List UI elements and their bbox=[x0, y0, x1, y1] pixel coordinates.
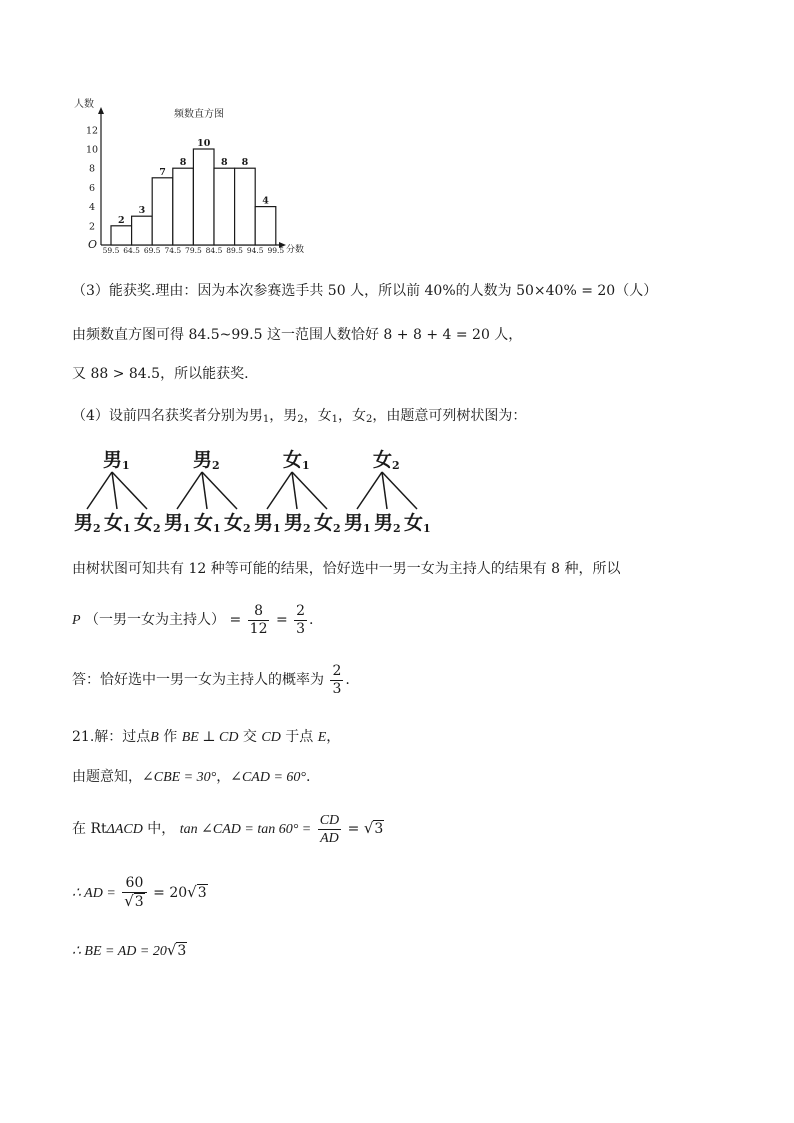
radicand: 3 bbox=[134, 894, 144, 910]
tree-root-char: 男 bbox=[103, 449, 123, 471]
ad-result: = 20 bbox=[153, 885, 188, 901]
bar-value-label: 2 bbox=[117, 214, 125, 226]
fraction-cd-ad bbox=[318, 812, 341, 847]
tree-leaf bbox=[344, 508, 371, 535]
q21-zuo: 作 bbox=[158, 729, 182, 745]
y-tick-label: 12 bbox=[85, 125, 99, 137]
answer-line bbox=[72, 660, 350, 700]
triangle-acd: ΔACD bbox=[106, 822, 143, 837]
tan-expression: tan ∠CAD = tan 60° = bbox=[179, 822, 312, 837]
tree-branch-line bbox=[292, 472, 327, 509]
tree-branch-line bbox=[87, 472, 112, 509]
intro-sub-2: 2 bbox=[297, 414, 304, 425]
sqrt-3 bbox=[167, 940, 187, 961]
angle-cbe: ∠CBE = 30° bbox=[142, 770, 217, 785]
part3-line2: 由频数直方图可得 84.5~99.5 这一范围人数恰好 8 + 8 + 4 = 20 人， bbox=[72, 327, 523, 343]
x-tick-label: 59.5 bbox=[102, 246, 120, 255]
histogram-bar bbox=[235, 168, 256, 245]
tree-branch-line bbox=[112, 472, 147, 509]
fraction-60-sqrt3 bbox=[122, 875, 146, 911]
q21-line4 bbox=[72, 870, 208, 916]
tree-leaf-char: 女 bbox=[404, 512, 424, 534]
p-event: （一男一女为主持人） bbox=[85, 612, 226, 628]
fraction-denominator: 3 bbox=[332, 680, 342, 697]
tree-leaf bbox=[374, 508, 401, 535]
tree-root bbox=[373, 445, 400, 472]
tree-leaf-sub: 2 bbox=[333, 522, 341, 535]
tree-leaf-sub: 2 bbox=[303, 522, 311, 535]
fraction-2-3 bbox=[294, 603, 307, 638]
angle-cad: ∠CAD = 60° bbox=[230, 770, 306, 785]
x-tick-label: 79.5 bbox=[185, 246, 202, 255]
fraction-numerator: CD bbox=[319, 812, 340, 828]
point-e: E bbox=[317, 730, 327, 745]
bar-value-label: 4 bbox=[262, 195, 269, 207]
intro-sub-4: 2 bbox=[366, 414, 373, 425]
tree-root bbox=[283, 445, 310, 472]
y-tick-label: 8 bbox=[88, 163, 96, 175]
tree-leaf bbox=[74, 508, 101, 535]
q21-line5 bbox=[72, 940, 187, 962]
p-equals-1: = bbox=[229, 612, 242, 628]
tree-leaf bbox=[284, 508, 311, 535]
y-tick-label: 4 bbox=[88, 202, 96, 214]
x-tick-label: 99.5 bbox=[267, 246, 285, 255]
fraction-8-12 bbox=[248, 603, 270, 638]
part4-intro bbox=[72, 406, 526, 430]
y-tick-label: 2 bbox=[88, 221, 96, 233]
sqrt-3 bbox=[124, 893, 144, 911]
radical-sign-icon: √ bbox=[187, 883, 197, 901]
point-b: B bbox=[150, 730, 159, 745]
tree-root-char: 男 bbox=[193, 449, 213, 471]
y-tick-label: 10 bbox=[85, 144, 99, 156]
tree-leaf-char: 女 bbox=[314, 512, 334, 534]
bar-value-label: 8 bbox=[179, 157, 187, 169]
answer-text: 答：恰好选中一男一女为主持人的概率为 bbox=[72, 672, 324, 688]
be-expression: ∴ BE = AD = 20 bbox=[72, 944, 167, 959]
tree-leaf bbox=[194, 508, 221, 535]
tree-diagram bbox=[72, 445, 432, 540]
tree-leaf-char: 男 bbox=[344, 512, 364, 534]
tree-root-sub: 1 bbox=[122, 459, 130, 472]
x-tick-label: 69.5 bbox=[143, 246, 161, 255]
answer-fraction bbox=[330, 663, 343, 698]
sqrt-3 bbox=[187, 870, 207, 915]
tree-leaf-sub: 1 bbox=[273, 522, 281, 535]
histogram-bar bbox=[214, 168, 235, 245]
tree-leaf bbox=[104, 508, 131, 535]
part3-line3: 又 88 > 84.5，所以能获奖. bbox=[72, 366, 249, 382]
intro-sub-3: 1 bbox=[331, 414, 339, 425]
segment-cd: CD bbox=[261, 730, 281, 745]
part3-line1: （3）能获奖.理由：因为本次参赛选手共 50 人，所以前 40%的人数为 50×40% = 20（人） bbox=[72, 283, 658, 299]
tree-leaf-sub: 1 bbox=[363, 522, 371, 535]
fraction-denominator: AD bbox=[320, 830, 339, 846]
bar-value-label: 8 bbox=[220, 157, 228, 169]
x-tick-label: 64.5 bbox=[123, 246, 140, 255]
tree-leaf-char: 男 bbox=[374, 512, 394, 534]
tree-leaf-char: 男 bbox=[74, 512, 94, 534]
tree-leaf-sub: 1 bbox=[423, 522, 431, 535]
tree-root-sub: 2 bbox=[392, 459, 400, 472]
known-sep: ， bbox=[216, 769, 231, 785]
origin-label: O bbox=[88, 238, 98, 251]
p-period: . bbox=[309, 612, 314, 628]
x-tick-label: 74.5 bbox=[164, 246, 182, 255]
known-text: 由题意知， bbox=[72, 769, 142, 785]
be-perp-cd: BE ⊥ CD bbox=[181, 730, 239, 745]
tree-leaf-char: 女 bbox=[134, 512, 154, 534]
tree-leaf-sub: 2 bbox=[153, 522, 161, 535]
fraction-denominator: 12 bbox=[249, 620, 268, 637]
tree-leaf bbox=[314, 508, 341, 535]
histogram-bar bbox=[111, 226, 132, 245]
answer-period: . bbox=[345, 672, 350, 688]
ad-prefix: ∴ AD = bbox=[72, 886, 116, 901]
frequency-histogram bbox=[74, 95, 304, 260]
fraction-denominator bbox=[122, 893, 146, 911]
radical-sign-icon: √ bbox=[166, 941, 177, 959]
intro-text-a: （4）设前四名获奖者分别为男 bbox=[72, 408, 263, 424]
radical-sign-icon: √ bbox=[363, 819, 374, 837]
probability-formula bbox=[72, 600, 314, 641]
intro-comma-3: ，女 bbox=[338, 408, 367, 424]
fraction-numerator: 60 bbox=[122, 875, 146, 893]
tree-branch-line bbox=[202, 472, 237, 509]
histogram-bar bbox=[255, 207, 276, 245]
tree-root-sub: 2 bbox=[212, 459, 220, 472]
q21-yudian: 于点 bbox=[280, 729, 318, 745]
tree-leaf-sub: 2 bbox=[243, 522, 251, 535]
tree-branch-line bbox=[382, 472, 417, 509]
radicand: 3 bbox=[197, 885, 207, 901]
x-tick-label: 94.5 bbox=[246, 246, 264, 255]
intro-comma-1: ，男 bbox=[269, 408, 298, 424]
intro-text-b: ，由题意可列树状图为： bbox=[372, 408, 527, 424]
tree-leaf-char: 男 bbox=[164, 512, 184, 534]
bar-value-label: 3 bbox=[138, 205, 146, 217]
fraction-numerator: 2 bbox=[332, 662, 342, 679]
tree-leaf bbox=[134, 508, 161, 535]
y-axis-label: 人数 bbox=[74, 99, 94, 110]
q21-line2 bbox=[72, 767, 310, 788]
tree-root-char: 女 bbox=[283, 449, 303, 471]
tree-leaf-char: 女 bbox=[194, 512, 214, 534]
tree-leaf bbox=[224, 508, 251, 535]
tree-root bbox=[103, 445, 130, 472]
tree-branch-line bbox=[177, 472, 202, 509]
tree-root-sub: 1 bbox=[302, 459, 310, 472]
p-symbol: P bbox=[72, 613, 81, 628]
tree-leaf-sub: 1 bbox=[183, 522, 191, 535]
tree-leaf-char: 男 bbox=[254, 512, 274, 534]
tree-root-char: 女 bbox=[373, 449, 393, 471]
y-tick-label: 6 bbox=[88, 182, 96, 194]
x-tick-label: 84.5 bbox=[205, 246, 223, 255]
known-end: . bbox=[306, 769, 311, 785]
rt-text: 在 Rt bbox=[72, 821, 107, 837]
q21-line1 bbox=[72, 727, 340, 748]
tree-leaf bbox=[254, 508, 281, 535]
sqrt-3 bbox=[364, 808, 384, 849]
histogram-bar bbox=[173, 168, 194, 245]
bar-value-label: 7 bbox=[159, 166, 166, 178]
y-axis-arrow bbox=[98, 107, 104, 114]
histogram-bar bbox=[132, 216, 153, 245]
intro-sub-1: 1 bbox=[262, 414, 270, 425]
tree-leaf bbox=[404, 508, 431, 535]
q21-jiao: 交 bbox=[238, 729, 262, 745]
tan-equals: = bbox=[347, 821, 360, 837]
histogram-bar bbox=[152, 178, 173, 245]
tree-leaf-char: 男 bbox=[284, 512, 304, 534]
tree-leaf-sub: 1 bbox=[123, 522, 131, 535]
q21-line3 bbox=[72, 808, 384, 850]
radicand: 3 bbox=[374, 821, 384, 837]
q21-tail: ， bbox=[326, 729, 341, 745]
tree-leaf-sub: 2 bbox=[93, 522, 101, 535]
rt-text-b: 中， bbox=[142, 821, 176, 837]
fraction-denominator: 3 bbox=[296, 620, 306, 637]
chart-title: 频数直方图 bbox=[174, 109, 224, 120]
tree-leaf bbox=[164, 508, 191, 535]
tree-leaf-sub: 1 bbox=[213, 522, 221, 535]
histogram-bar bbox=[193, 149, 214, 245]
radical-sign-icon: √ bbox=[124, 892, 134, 910]
radicand: 3 bbox=[177, 943, 187, 959]
tree-branch-line bbox=[357, 472, 382, 509]
tree-leaf-char: 女 bbox=[224, 512, 244, 534]
tree-branch-line bbox=[267, 472, 292, 509]
tree-leaf-sub: 2 bbox=[393, 522, 401, 535]
bar-value-label: 8 bbox=[241, 157, 249, 169]
bar-value-label: 10 bbox=[197, 138, 211, 149]
fraction-numerator: 2 bbox=[296, 602, 306, 619]
tree-root bbox=[193, 445, 220, 472]
part4-result-line: 由树状图可知共有 12 种等可能的结果，恰好选中一男一女为主持人的结果有 8 种，所以 bbox=[72, 561, 621, 577]
x-tick-label: 89.5 bbox=[226, 246, 243, 255]
fraction-numerator: 8 bbox=[248, 603, 270, 621]
p-equals-2: = bbox=[275, 612, 288, 628]
tree-leaf-char: 女 bbox=[104, 512, 124, 534]
x-axis-label: 分数 bbox=[286, 245, 304, 255]
q21-label: 21.解：过点 bbox=[72, 729, 151, 745]
intro-comma-2: ，女 bbox=[303, 408, 332, 424]
